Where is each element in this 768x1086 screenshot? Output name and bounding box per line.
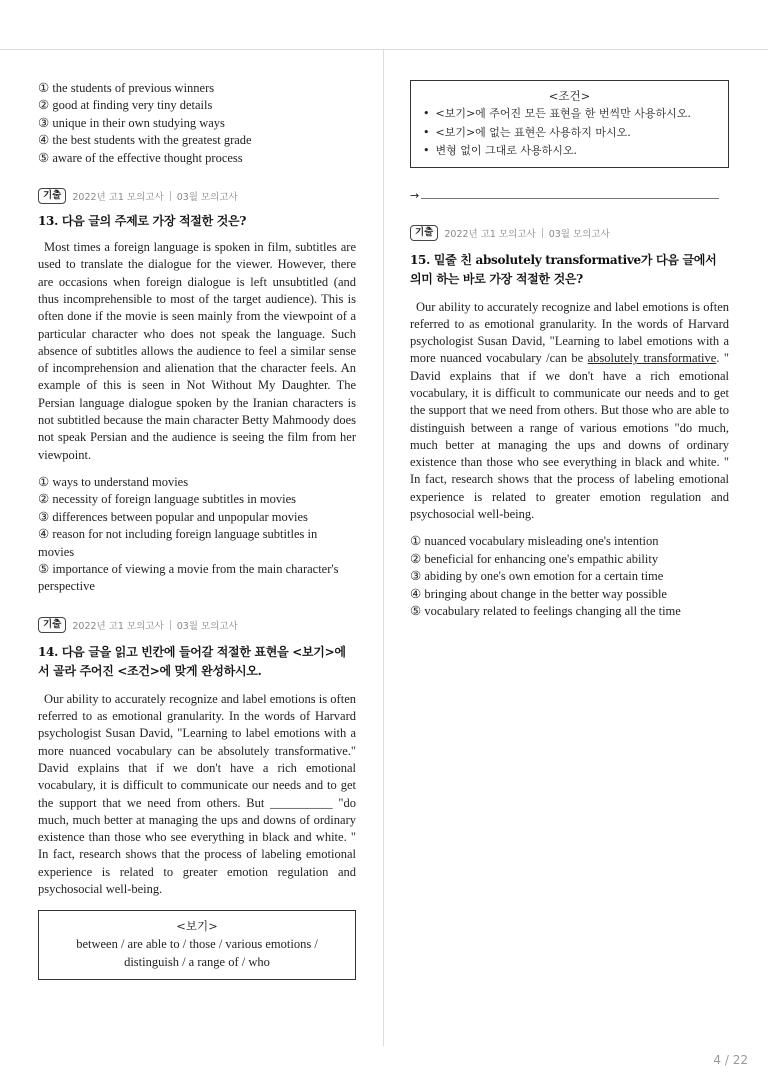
q13-tag: 기출 [38, 188, 66, 204]
q14-source [38, 616, 356, 634]
q15-option-3[interactable]: ③ abiding by one's own emotion for a certain time [410, 569, 664, 584]
separator [170, 620, 171, 630]
q13-option-1[interactable]: ① ways to understand movies [38, 474, 189, 489]
bogi-line-2: distinguish / a range of / who [124, 955, 270, 970]
condition-list [423, 105, 716, 161]
q15-underlined-phrase: absolutely transformative [587, 351, 717, 366]
right-column [410, 80, 729, 620]
q12-option-2[interactable]: ② good at finding very tiny details [38, 98, 213, 113]
q15-month: 03월 모의고사 [548, 228, 610, 240]
q13-option-3[interactable]: ③ differences between popular and unpopular movies [38, 509, 308, 524]
q12-option-5[interactable]: ⑤ aware of the effective thought process [38, 150, 243, 165]
separator [542, 228, 543, 238]
condition-box [410, 80, 729, 168]
q15-year: 2022년 고1 모의고사 [444, 228, 536, 240]
condition-item: • <보기>에 주어진 모든 표현을 한 번씩만 사용하시오. [423, 105, 716, 124]
q12-option-1[interactable]: ① the students of previous winners [38, 81, 215, 95]
answer-line[interactable] [410, 188, 729, 204]
q15-tag: 기출 [410, 225, 438, 241]
q14-passage: Our ability to accurately recognize and label emotions is often referred to as emotional granularity. In the words of Harvard psychologist Susan David, "Learning to label emotions with a more nuanced vocabulary can be absolutely transformative." David explains that if we don't have a rich emotional vocabulary, it is difficult to communicate our needs and to get the support that we need from others. But __________ "do much, much better at managing the ups and downs of ordinary existence than those who see everything in black and white. " In fact, research shows that the process of labeling emotional experience is related to greater emotion regulation and psychosocial well-being. [38, 691, 356, 896]
q13-options [38, 474, 356, 596]
q13-passage: Most times a foreign language is spoken in film, subtitles are used to translate the dialogue for the viewer. However, there are occasions when foreign dialogue is left unsubtitled (and thus incomprehensible to most of the target audience). This is often done if the movie is seen mainly from the viewpoint of a particular character who does not speak the language. Such absence of subtitles allows the audience to feel a similar sense of incomprehension and alienation that the character feels. An example of this is seen in Not Without My Daughter. The Persian language dialogue spoken by the Iranian characters is not subtitled because the main character Betty Mahmoody does not speak Persian and the audience is seeing the film from her viewpoint. [38, 240, 356, 462]
q12-options [38, 80, 356, 167]
q12-option-3[interactable]: ③ unique in their own studying ways [38, 115, 225, 130]
q14-title: 14. 다음 글을 읽고 빈칸에 들어갈 적절한 표현을 <보기>에서 골라 주어진 <조건>에 맞게 완성하시오. [38, 644, 346, 678]
q15-option-2[interactable]: ② beneficial for enhancing one's empathic ability [410, 551, 659, 566]
bogi-line-1: between / are able to / those / various emotions / [76, 937, 318, 952]
separator [170, 191, 171, 201]
q13-option-5[interactable]: ⑤ importance of viewing a movie from the main character's perspective [38, 561, 339, 594]
q12-option-4[interactable]: ④ the best students with the greatest grade [38, 133, 252, 148]
q15-option-4[interactable]: ④ bringing about change in the better way possible [410, 586, 667, 601]
q14-year: 2022년 고1 모의고사 [72, 620, 164, 632]
q14-month: 03월 모의고사 [176, 620, 238, 632]
q13-title: 13. 다음 글의 주제로 가장 적절한 것은? [38, 214, 247, 229]
q15-passage-before: Our ability to accurately recognize and label emotions is often referred to as emotional granularity. In the words of Harvard psychologist Susan David, "Learning to label emotions with a more nuanced vocabulary /can be [410, 299, 729, 366]
q13-year: 2022년 고1 모의고사 [72, 192, 164, 204]
condition-title: <조건> [548, 89, 591, 103]
q15-options [410, 533, 729, 620]
header-rule [0, 49, 768, 50]
q15-option-5[interactable]: ⑤ vocabulary related to feelings changing all the time [410, 603, 681, 618]
bogi-title: <보기> [176, 919, 218, 934]
q15-passage [410, 299, 729, 524]
q15-title: 15. 밑줄 친 absolutely transformative가 다음 글에서 의미 하는 바로 가장 적절한 것은? [410, 252, 717, 286]
q15-option-1[interactable]: ① nuanced vocabulary misleading one's intention [410, 534, 659, 549]
q15-source [410, 224, 729, 242]
q13-option-4[interactable]: ④ reason for not including foreign language subtitles in movies [38, 527, 318, 559]
q13-source [38, 187, 356, 205]
q14-tag: 기출 [38, 617, 66, 633]
q13-month: 03월 모의고사 [176, 192, 238, 204]
q15-passage-after: . " David explains that if we don't have a rich emotional vocabulary, it is difficult to communicate our needs and to get the support that we need from others. But those who are able to distinguish between a range of various emotions "do much, much better at managing the ups and downs of ordinary existence than those who see everything in black and white. " In fact, research shows that the process of labeling emotional experience is related to greater emotion regulation and psychosocial well-being. [410, 351, 729, 522]
arrow-icon: → [410, 189, 420, 202]
condition-item: • <보기>에 없는 표현은 사용하지 마시오. [423, 124, 716, 143]
condition-item: • 변형 없이 그대로 사용하시오. [423, 142, 716, 161]
page-number: 4 / 22 [713, 1053, 748, 1067]
q13-option-2[interactable]: ② necessity of foreign language subtitles in movies [38, 492, 297, 507]
column-divider [383, 50, 384, 1046]
answer-blank[interactable] [421, 198, 719, 199]
left-column [38, 80, 356, 980]
bogi-box [38, 910, 356, 980]
